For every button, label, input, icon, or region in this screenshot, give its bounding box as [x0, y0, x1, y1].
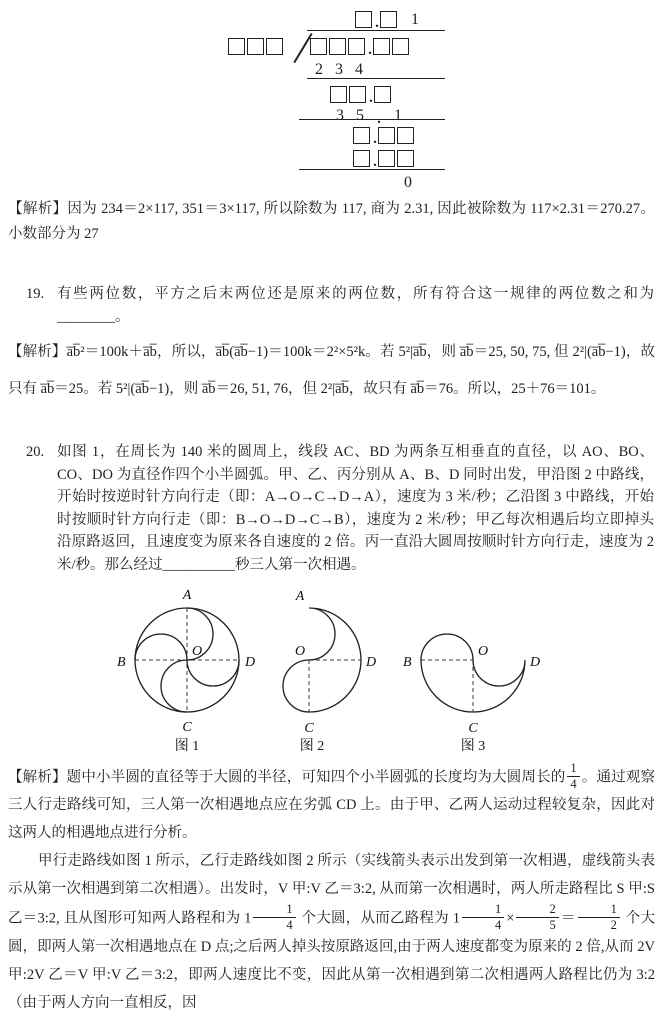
figure-2	[234, 582, 384, 754]
division-vinculum	[307, 30, 445, 31]
figure-3-path-yi	[421, 634, 525, 712]
division-final-remainder: 0	[404, 174, 412, 191]
division-rule-3	[299, 169, 445, 170]
figure-2-path-jia	[283, 608, 361, 712]
analysis-division-text: 【解析】因为 234＝2×117, 351＝3×117, 所以除数为 117, 商为 2.31, 因此被除数为 117×2.31＝270.27。小数部分为 27	[8, 201, 655, 242]
figure-3-label-b: B	[403, 655, 412, 670]
figure-1-label-o: O	[192, 644, 203, 659]
figures-row	[112, 582, 667, 754]
division-rule-1	[307, 78, 445, 79]
division-step3-row2: .	[353, 146, 416, 168]
worksheet-page	[0, 4, 667, 1011]
problem-19	[0, 283, 667, 329]
figure-2-dashed-radii	[309, 660, 361, 712]
figure-2-label-o: O	[295, 644, 306, 659]
division-step3-row1: .	[353, 123, 416, 145]
long-division-diagram	[0, 4, 667, 192]
division-step2-boxes: .	[330, 82, 393, 104]
problem-20	[0, 441, 667, 576]
figure-1-caption: 图 1	[174, 739, 200, 754]
problem-20-text: 如图 1，在周长为 140 米的圆周上，线段 AC、BD 为两条互相垂直的直径，以 AO、BO、CO、DO 为直径作四个小半圆弧。甲、乙、丙分别从 A、B、D 同时出发，甲沿图 2 中路线，开始时按逆时针方向行走（即：A→O→C→D→A），速度为 3 米/秒；乙沿图 3 中路线，开始时按顺时针方向行走（即：B→O→D→C→B），速度为 2 米/秒；甲乙每次相遇后均立即掉头沿原路返回，且速度变为原来各自速度的 2 倍。丙一直沿大圆周按顺时针方向行走，速度为 2 米/秒。那么经过__________秒三人第一次相遇。	[57, 444, 654, 573]
analysis-19-text: 【解析】a̅b̅²＝100k＋a̅b̅，所以，a̅b̅(a̅b̅−1)＝100k＝2²×5²k。若 5²|a̅b̅，则 a̅b̅＝25, 50, 75, 但 2²|(a̅b̅−1)，故只有 a̅b̅＝25。若 5²|(a̅b̅−1)，则 a̅b̅＝26, 51, 76，但 2²|a̅b̅，故只有 a̅b̅＝76。所以，25＋76＝101。	[8, 344, 655, 397]
figure-2-label-c: C	[304, 721, 314, 736]
division-dividend-boxes: .	[310, 34, 411, 56]
figure-1-label-b: B	[117, 655, 126, 670]
figure-1-label-a: A	[182, 588, 192, 603]
division-divisor-boxes	[228, 34, 285, 56]
figure-1-label-d: D	[245, 655, 256, 670]
figure-3-dashed-radii	[421, 660, 473, 712]
division-step2-digits: 3 5 . 1	[336, 107, 402, 127]
analysis-20-paragraph-1: 【解析】题中小半圆的直径等于大圆的半径，可知四个小半圆弧的长度均为大圆周长的 $\frac{1}{4}$ 。通过观察三人行走路线可知，三人第一次相遇地点应在劣弧 CD 上。由于甲、乙两人运动过程较复杂，因此对这两人的相遇地点进行分析。	[8, 761, 655, 842]
division-rule-2	[299, 119, 445, 120]
figure-2-label-a: A	[295, 589, 305, 604]
figure-3-label-c: C	[468, 721, 478, 736]
problem-19-number: 19.	[26, 286, 45, 302]
problem-19-text: 有些两位数，平方之后末两位还是原来的两位数，所有符合这一规律的两位数之和为________。	[57, 286, 654, 325]
figure-2-label-d: D	[366, 655, 377, 670]
division-quotient-row: . 1	[355, 7, 419, 29]
analysis-20-paragraph-2: 甲行走路线如图 1 所示，乙行走路线如图 2 所示（实线箭头表示出发到第一次相遇，虚线箭头表示从第一次相遇到第二次相遇）。出发时，V 甲:V 乙＝3:2, 从而第一次相遇时，两人所走路程比 S 甲:S 乙＝3:2, 且从图形可知两人路程和为 1 $\frac{1}{4}$ 个大圆，从而乙路程为 1 $\frac{1}{4}$ × $\frac{2}{5}$ ＝ $\frac{1}{2}$ 个大圆，即两人第一次相遇地点在 D 点;之后两人掉头按原路返回,由于两人速度都变为原来的 2 倍,从而 2V 甲:2V 乙＝V 甲:V 乙＝3:2，即两人速度比不变，因此从第一次相遇到第二次相遇两人路程比仍为 3:2（由于两人方向一直相反，因	[8, 853, 656, 1011]
figure-2-caption: 图 2	[299, 739, 325, 754]
figure-3-label-o: O	[478, 644, 489, 659]
figure-1-label-c: C	[182, 720, 192, 735]
division-step1-digits: 2 3 4	[315, 61, 363, 78]
problem-20-number: 20.	[26, 444, 45, 460]
figure-3	[398, 582, 548, 754]
figure-3-label-d: D	[530, 655, 541, 670]
figure-3-caption: 图 3	[460, 739, 486, 754]
